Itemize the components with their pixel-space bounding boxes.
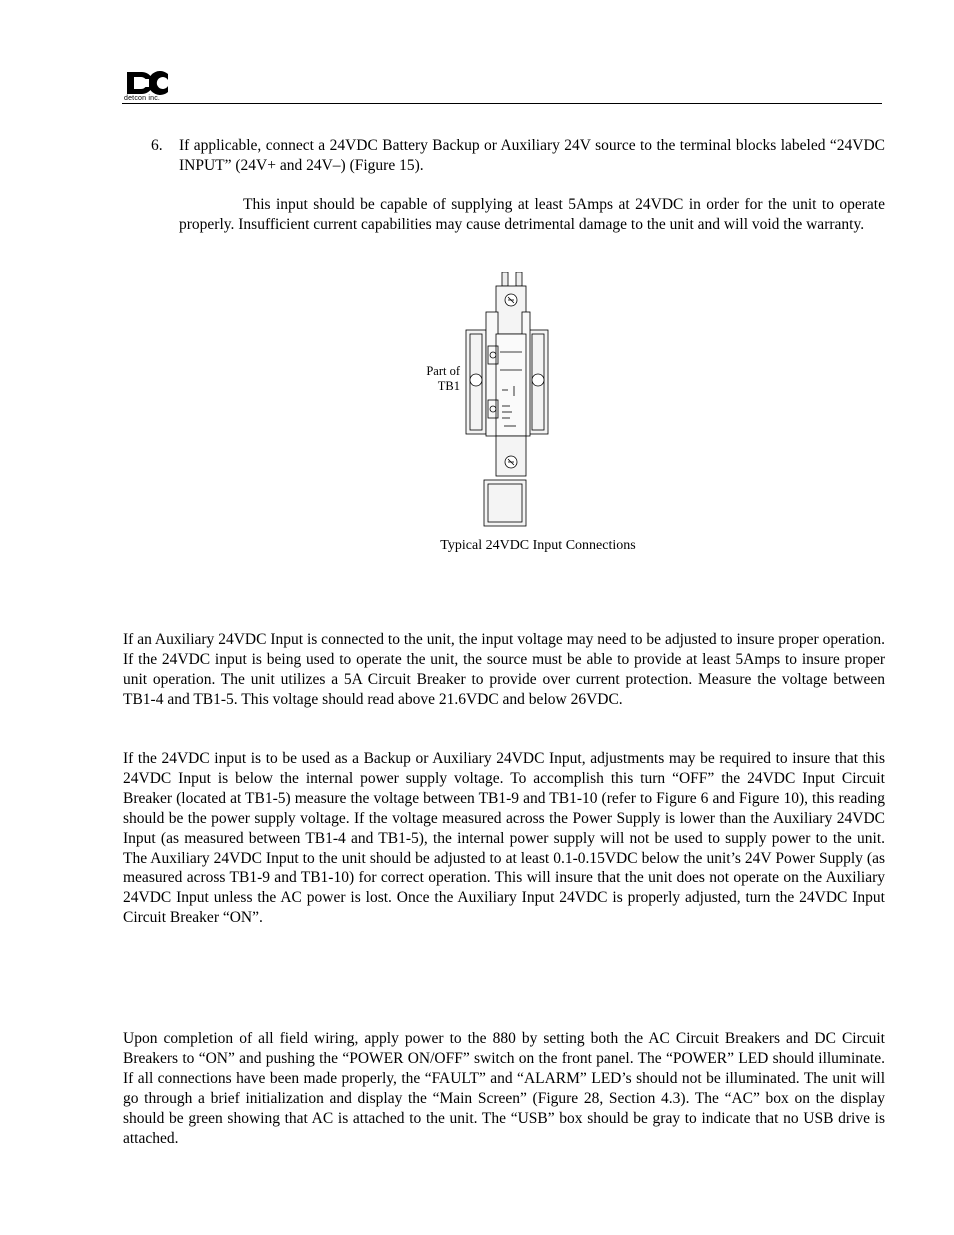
figure-label-part-of: Part of: [426, 364, 460, 378]
header-rule: [122, 103, 882, 104]
power-on-paragraph: Upon completion of all field wiring, apply power to the 880 by setting both the AC Circuit Breakers and DC Circuit Breakers to “ON” and pushing the “POWER ON/OFF” switch on the front panel. The “POWER” LED should illuminate. If all connections have been made properly, the “FAULT” and “ALARM” LED’s should not be illuminated. The unit will go through a brief initialization and display the “Main Screen” (Figure 28, Section 4.3). The “AC” box on the display should be green showing that AC is attached to the unit. The “USB” box should be gray to indicate that no USB drive is attached.: [123, 1030, 885, 1147]
step6-text: If applicable, connect a 24VDC Battery Backup or Auxiliary 24V source to the terminal blocks labeled “24VDC INPUT” (24V+ and 24V–) (Figure 15).: [179, 137, 885, 174]
figure-caption: Typical 24VDC Input Connections: [440, 538, 636, 553]
logo-text: detcon inc.: [124, 95, 161, 102]
figure-label-tb1: TB1: [437, 379, 460, 393]
aux-adjust-paragraph-2: If the 24VDC input is to be used as a Backup or Auxiliary 24VDC Input, adjustments may be required to insure that this 24VDC Input is below the internal power supply voltage. To accomplish this turn “OFF” the 24VDC Input Circuit Breaker (located at TB1-5) measure the voltage between TB1-9 and TB1-10 (refer to Figure 6 and Figure 10), this reading should be the power supply voltage. If the voltage measured across the Power Supply is lower than the Auxiliary 24VDC Input (as measured between TB1-4 and TB1-5), the internal power supply will not be used to supply power to the unit. The Auxiliary 24VDC Input to the unit should be adjusted to at least 0.1-0.15VDC below the unit’s 24V Power Supply (as measured across TB1-9 and TB1-10) for correct operation. This will insure that the unit does not operate on the Auxiliary 24VDC Input unless the AC power is lost. Once the Auxiliary Input 24VDC is properly adjusted, turn the 24VDC Input Circuit Breaker “ON”.: [123, 750, 885, 927]
aux-adjust-paragraph-1: If an Auxiliary 24VDC Input is connected to the unit, the input voltage may need to be adjusted to insure proper operation. If the 24VDC input is being used to operate the unit, the source must be able to provide at least 5Amps to insure proper unit operation. The unit utilizes a 5A Circuit Breaker to provide over current protection. Measure the voltage between TB1-4 and TB1-5. This voltage should read above 21.6VDC and below 26VDC.: [123, 631, 885, 708]
step6-note: This input should be capable of supplying at least 5Amps at 24VDC in order for the unit to operate properly. Insufficient current capabilities may cause detrimental damage to the unit and will void the warranty.: [179, 196, 885, 233]
terminal-block-diagram: [460, 272, 550, 530]
step-number: 6.: [151, 137, 163, 154]
